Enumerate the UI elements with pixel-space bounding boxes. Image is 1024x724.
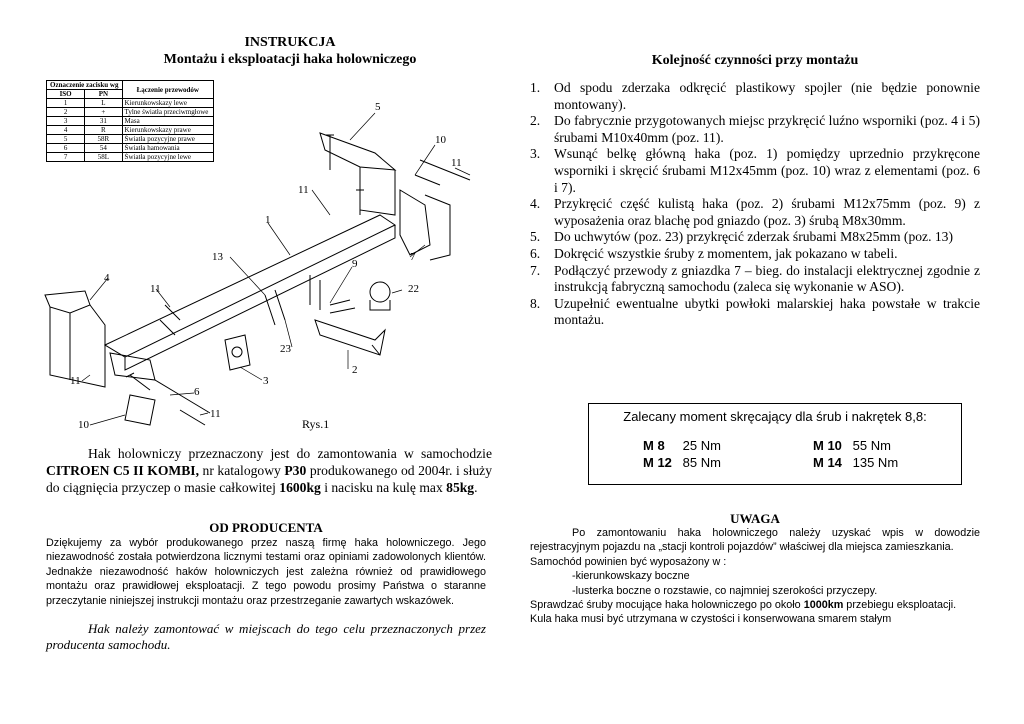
intro-text: produkowanego od 2004r. i służy do ciągnięcia przyczep o masie całkowitej	[46, 463, 492, 495]
ball-load: 85kg	[446, 480, 475, 495]
part-label: 11	[210, 408, 221, 420]
part-label: 1	[265, 214, 271, 226]
wire-cell-pn: 54	[85, 144, 122, 153]
step-text: Od spodu zderzaka odkręcić plastikowy spojler (nie będzie ponownie montowany).	[554, 80, 980, 112]
wire-cell-pn: L	[85, 99, 122, 108]
wire-cell-desc: Tylne światła przeciwmgłowe	[122, 108, 213, 117]
wire-cell-iso: 6	[47, 144, 85, 153]
part-label: 9	[352, 258, 358, 270]
bracket-left	[45, 291, 105, 387]
intro-text: .	[474, 480, 478, 495]
part-label: 10	[78, 419, 89, 431]
title-line-2: Montażu i eksploatacji haka holowniczego	[163, 52, 417, 67]
torque-item	[813, 455, 933, 470]
step-item	[530, 113, 980, 146]
bolt-size: M 8	[643, 438, 665, 453]
step-number: 4.	[530, 196, 541, 212]
wire-cell-iso: 1	[47, 99, 85, 108]
header-iso: ISO	[47, 90, 85, 99]
catalog-number: P30	[284, 463, 307, 478]
step-number: 6.	[530, 245, 541, 261]
step-item	[530, 229, 980, 246]
part-label: 7	[410, 251, 416, 263]
torque-value: 55 Nm	[852, 438, 891, 453]
step-item	[530, 296, 980, 329]
step-text: Wsunąć belkę główną haka (poz. 1) pomiędzy uprzednio przykręcone wsporniki i skręcić śrubami M12x45mm (poz. 10) wraz z elementami (poz. 6 i 7).	[554, 146, 980, 195]
wire-cell-desc: Światła hamowania	[122, 144, 213, 153]
part-label: 11	[150, 283, 161, 295]
producer-note: Hak należy zamontować w miejscach do tego celu przeznaczonych przez producenta samochodu.	[46, 621, 486, 652]
step-number: 5.	[530, 229, 541, 245]
torque-value: 25 Nm	[682, 438, 721, 453]
wire-cell-pn: 58R	[85, 135, 122, 144]
steps-title: Kolejność czynności przy montażu	[651, 53, 859, 68]
header-designation: Oznaczenie zacisku wg	[47, 81, 123, 90]
tow-hook-diagram	[30, 95, 520, 440]
torque-item	[813, 438, 933, 453]
warning-line: Po zamontowaniu haka holowniczego należy uzyskać wpis w dowodzie rejestracyjnym pojazdu na „stacji kontroli pojazdów” właściwej dla miejsca zamieszkania.	[530, 527, 980, 554]
wire-cell-pn: 31	[85, 117, 122, 126]
part-label: 6	[194, 386, 200, 398]
torque-item	[643, 438, 813, 453]
wire-cell-desc: Światła pozycyjne lewe	[122, 153, 213, 162]
intro-text: i nacisku na kulę max	[320, 480, 447, 495]
producer-text: Dziękujemy za wybór produkowanego przez naszą firmę haka holowniczego. Jego niezawodność została potwierdzona licznymi testami oraz opiniami zadowolonych klientów. Jednakże niezawodność haków holowniczych jest zależna również od prawidłowego montażu oraz prawidłowej eksploatacji. Z tego powodu prosimy Państwa o staranne przeczytanie niniejszej instrukcji montażu oraz przestrzeganie zawartych wskazówek.	[46, 537, 486, 607]
step-item	[530, 246, 980, 263]
step-text: Do fabrycznie przygotowanych miejsc przykręcić luźno wsporniki (poz. 4 i 5) śrubami M10x40mm (poz. 11).	[554, 113, 980, 145]
intro-paragraph	[46, 445, 492, 496]
steps-list	[530, 80, 980, 329]
header-pn: PN	[85, 90, 122, 99]
warning-line	[530, 598, 980, 612]
part-label: 2	[352, 364, 358, 376]
instruction-title	[90, 34, 490, 68]
figure-caption: Rys.1	[302, 417, 330, 431]
step-text: Przykręcić część kulistą haka (poz. 2) śrubami M12x75mm (poz. 9) z wyposażenia oraz blachę pod gniazdo (poz. 3) śrubą M8x30mm.	[554, 196, 980, 228]
wire-cell-iso: 2	[47, 108, 85, 117]
wire-cell-iso: 5	[47, 135, 85, 144]
intro-text: nr katalogowy	[199, 463, 285, 478]
step-text: Do uchwytów (poz. 23) przykręcić zderzak śrubami M8x25mm (poz. 13)	[554, 229, 954, 245]
main-beam	[105, 215, 395, 380]
step-number: 2.	[530, 113, 541, 129]
header-connection: Łączenie przewodów	[122, 81, 213, 99]
bracket-right	[320, 133, 430, 255]
part-label: 23	[280, 343, 291, 355]
torque-item	[643, 455, 813, 470]
step-text: Dokręcić wszystkie śruby z momentem, jak pokazano w tabeli.	[554, 245, 898, 261]
title-line-1: INSTRUKCJA	[244, 35, 336, 50]
part-label: 4	[104, 272, 110, 284]
torque-value: 135 Nm	[852, 455, 899, 470]
ball-neck	[315, 320, 385, 355]
part-label: 11	[451, 157, 462, 169]
wire-cell-iso: 7	[47, 153, 85, 162]
torque-title: Zalecany moment skręcający dla śrub i nakrętek 8,8:	[623, 409, 927, 424]
part-label: 3	[263, 375, 269, 387]
step-item	[530, 80, 980, 113]
step-number: 1.	[530, 80, 541, 95]
part-label: 13	[212, 251, 223, 263]
wire-cell-desc: Kierunkowskazy prawe	[122, 126, 213, 135]
part-label: 10	[435, 134, 446, 146]
warning-title: UWAGA	[730, 511, 780, 526]
wire-cell-iso: 4	[47, 126, 85, 135]
service-distance: 1000km	[803, 599, 844, 612]
bolt-size: M 10	[813, 438, 842, 453]
step-text: Podłączyć przewody z gniazdka 7 – bieg. do instalacji elektrycznej zgodnie z instrukcją fabryczną samochodu (zaleca się wykonanie w ASO).	[554, 262, 980, 295]
wire-cell-pn: 58L	[85, 153, 122, 162]
wire-cell-desc: Masa	[122, 117, 213, 126]
trailer-mass: 1600kg	[279, 480, 321, 495]
step-number: 8.	[530, 295, 541, 311]
step-item	[530, 196, 980, 229]
socket-plate	[225, 335, 250, 370]
part-label: 5	[375, 101, 381, 113]
part-label: 11	[70, 375, 81, 387]
step-number: 7.	[530, 262, 541, 278]
wire-cell-pn: +	[85, 108, 122, 117]
step-number: 3.	[530, 146, 541, 162]
wire-cell-desc: Światła pozycyjne prawe	[122, 135, 213, 144]
bracket-side	[425, 195, 450, 260]
warning-line: -lusterka boczne o rozstawie, co najmniej szerokości przyczepy.	[572, 584, 878, 597]
producer-title: OD PRODUCENTA	[209, 520, 323, 535]
wire-cell-pn: R	[85, 126, 122, 135]
wire-cell-desc: Kierunkowskazy lewe	[122, 99, 213, 108]
step-item	[530, 146, 980, 196]
bolts	[125, 135, 470, 425]
bolt-size: M 14	[813, 455, 842, 470]
tow-ball	[370, 282, 390, 310]
intro-text: Hak holowniczy przeznaczony jest do zamontowania w samochodzie	[88, 446, 492, 461]
wire-cell-iso: 3	[47, 117, 85, 126]
warning-line: -kierunkowskazy boczne	[572, 570, 690, 583]
step-item	[530, 263, 980, 296]
car-model: CITROEN C5 II KOMBI,	[46, 463, 199, 478]
bolt-size: M 12	[643, 455, 672, 470]
part-label: 11	[298, 184, 309, 196]
step-text: Uzupełnić ewentualne ubytki powłoki malarskiej haka powstałe w trakcie montażu.	[554, 295, 980, 328]
torque-value: 85 Nm	[682, 455, 721, 470]
warning-text: Sprawdzać śruby mocujące haka holowniczego po około	[530, 599, 804, 612]
part-label: 22	[408, 283, 419, 295]
warning-text: przebiegu eksploatacji.	[843, 599, 957, 612]
warning-line: Kula haka musi być utrzymana w czystości i konserwowana smarem stałym	[530, 613, 892, 626]
warning-body	[530, 526, 980, 627]
torque-box	[588, 403, 962, 485]
warning-line: Samochód powinien być wyposażony w :	[530, 555, 727, 568]
torque-grid	[643, 438, 961, 470]
